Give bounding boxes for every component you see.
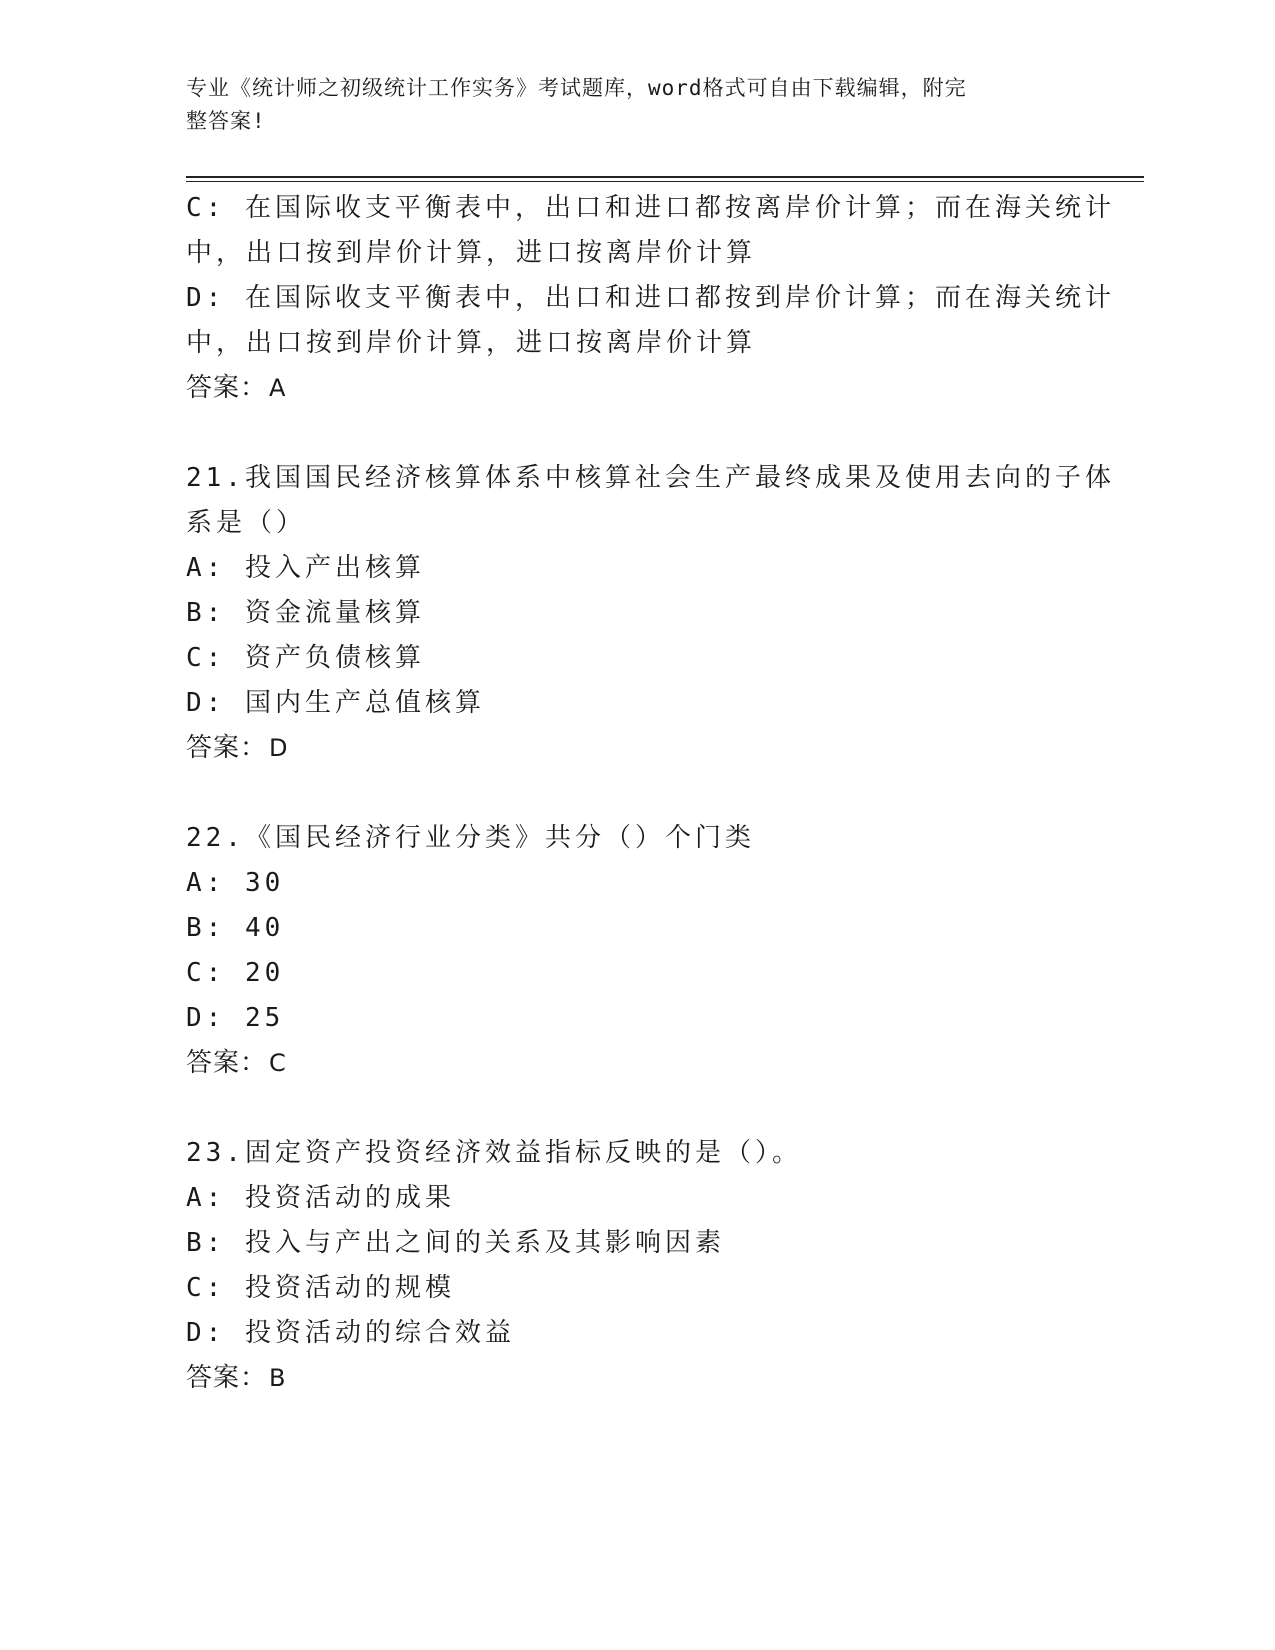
answer [186,1356,1086,1401]
option-d: D: 投资活动的综合效益 [186,1318,515,1348]
question-stem-line-1: 21.我国国民经济核算体系中核算社会生产最终成果及使用去向的子体 [186,463,1115,493]
answer-label: 答案： [186,1048,268,1078]
option-d: D: 国内生产总值核算 [186,688,485,718]
answer-value: B [269,1364,287,1392]
option-a: A: 投入产出核算 [186,553,425,583]
option-a: A: 30 [186,868,285,898]
answer-value: C [269,1049,287,1077]
answer [186,726,1086,771]
answer-value: D [269,734,289,762]
option-b: B: 40 [186,913,285,943]
option-d-line-2: 中，出口按到岸价计算，进口按离岸价计算 [186,328,757,358]
question-stem: 22.《国民经济行业分类》共分（）个门类 [186,823,755,853]
question-stem-line-2: 系是（） [186,508,307,538]
answer-label: 答案： [186,373,268,403]
option-c: C: 投资活动的规模 [186,1273,455,1303]
option-b: B: 投入与产出之间的关系及其影响因素 [186,1228,725,1258]
spacer [186,771,1086,816]
question-list [186,186,1115,1401]
spacer [186,411,1086,456]
question-23 [186,1131,1086,1401]
option-c-line-1: C: 在国际收支平衡表中，出口和进口都按离岸价计算；而在海关统计 [186,193,1115,223]
question-21 [186,456,1115,771]
header-line-1: 专业《统计师之初级统计工作实务》考试题库，word格式可自由下载编辑，附完 [186,76,967,100]
option-d-line-1: D: 在国际收支平衡表中，出口和进口都按到岸价计算；而在海关统计 [186,283,1115,313]
question-20 [186,186,1115,411]
question-stem: 23.固定资产投资经济效益指标反映的是（）。 [186,1138,802,1168]
option-c-line-2: 中，出口按到岸价计算，进口按离岸价计算 [186,238,757,268]
answer-label: 答案： [186,1363,268,1393]
answer-label: 答案： [186,733,268,763]
header-line-2: 整答案! [186,109,266,133]
document-header [186,72,1066,138]
answer-value: A [269,374,287,402]
answer [186,1041,1086,1086]
option-b: B: 资金流量核算 [186,598,425,628]
spacer [186,1086,1086,1131]
option-d: D: 25 [186,1003,285,1033]
option-a: A: 投资活动的成果 [186,1183,455,1213]
option-c: C: 20 [186,958,285,988]
answer [186,366,1086,411]
option-c: C: 资产负债核算 [186,643,425,673]
header-divider-thick [186,176,1144,178]
header-divider-thin [186,181,1144,182]
question-22 [186,816,1086,1086]
